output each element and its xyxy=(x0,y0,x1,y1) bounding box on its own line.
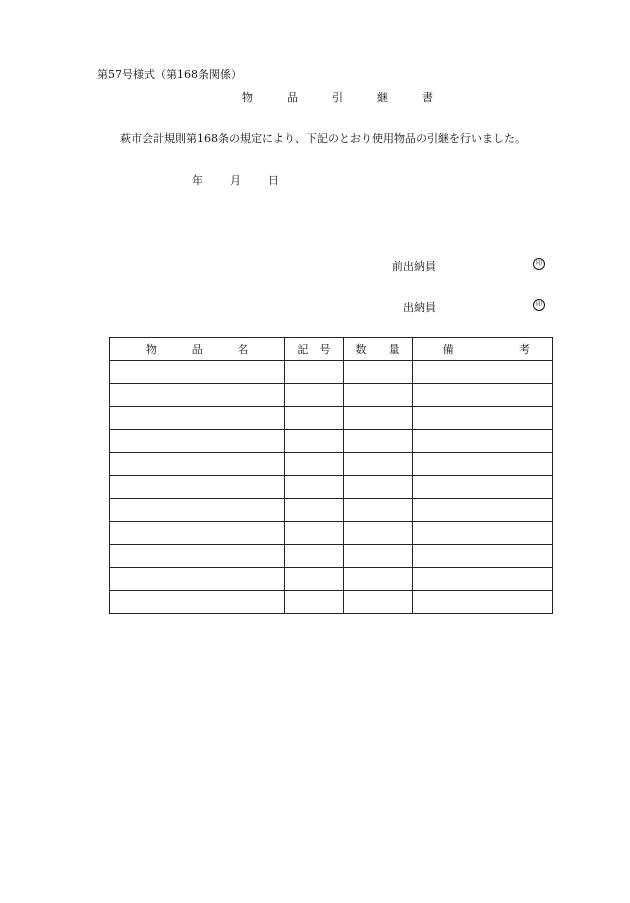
cell-quantity[interactable] xyxy=(343,545,412,568)
title-char: 物 xyxy=(242,91,253,104)
table-row xyxy=(110,453,553,476)
cell-quantity[interactable] xyxy=(343,522,412,545)
cell-name[interactable] xyxy=(110,568,285,591)
cell-note[interactable] xyxy=(412,430,552,453)
cell-note[interactable] xyxy=(412,499,552,522)
form-number: 第57号様式（第168条関係） xyxy=(97,68,242,81)
date-line xyxy=(192,172,279,188)
table-row xyxy=(110,430,553,453)
header-item-name xyxy=(110,338,285,361)
goods-table xyxy=(109,337,553,614)
date-day: 日 xyxy=(268,174,279,187)
table-header-row xyxy=(110,338,553,361)
cell-name[interactable] xyxy=(110,453,285,476)
cell-symbol[interactable] xyxy=(285,591,343,614)
cell-note[interactable] xyxy=(412,384,552,407)
previous-treasurer-label: 前出納員 xyxy=(392,260,436,273)
cell-note[interactable] xyxy=(412,407,552,430)
header-note xyxy=(412,338,552,361)
header-char: 量 xyxy=(388,343,400,356)
cell-quantity[interactable] xyxy=(343,476,412,499)
cell-quantity[interactable] xyxy=(343,430,412,453)
table-row xyxy=(110,407,553,430)
cell-quantity[interactable] xyxy=(343,591,412,614)
cell-name[interactable] xyxy=(110,591,285,614)
current-treasurer-label: 出納員 xyxy=(403,301,436,314)
cell-symbol[interactable] xyxy=(285,545,343,568)
cell-symbol[interactable] xyxy=(285,499,343,522)
cell-note[interactable] xyxy=(412,453,552,476)
cell-quantity[interactable] xyxy=(343,499,412,522)
cell-symbol[interactable] xyxy=(285,522,343,545)
title-char: 書 xyxy=(422,91,433,104)
table-row xyxy=(110,476,553,499)
header-char: 考 xyxy=(519,343,530,356)
cell-note[interactable] xyxy=(412,361,552,384)
header-char: 品 xyxy=(191,343,203,356)
statement-text: 萩市会計規則第168条の規定により、下記のとおり使用物品の引継を行いました。 xyxy=(120,132,526,145)
seal-icon: 印 xyxy=(533,258,545,270)
cell-name[interactable] xyxy=(110,407,285,430)
cell-note[interactable] xyxy=(412,476,552,499)
cell-quantity[interactable] xyxy=(343,568,412,591)
title-char: 品 xyxy=(287,91,298,104)
cell-name[interactable] xyxy=(110,499,285,522)
cell-symbol[interactable] xyxy=(285,568,343,591)
cell-name[interactable] xyxy=(110,476,285,499)
table-row xyxy=(110,499,553,522)
seal-icon: 印 xyxy=(533,299,545,311)
cell-symbol[interactable] xyxy=(285,430,343,453)
table-row xyxy=(110,591,553,614)
table-row xyxy=(110,545,553,568)
cell-note[interactable] xyxy=(412,568,552,591)
table-row xyxy=(110,522,553,545)
cell-symbol[interactable] xyxy=(285,407,343,430)
table-row xyxy=(110,361,553,384)
date-year: 年 xyxy=(192,174,203,187)
cell-note[interactable] xyxy=(412,591,552,614)
cell-symbol[interactable] xyxy=(285,361,343,384)
header-char: 数 xyxy=(355,343,367,356)
cell-symbol[interactable] xyxy=(285,384,343,407)
cell-name[interactable] xyxy=(110,361,285,384)
table-row xyxy=(110,568,553,591)
cell-note[interactable] xyxy=(412,545,552,568)
header-char: 備 xyxy=(442,343,454,356)
cell-quantity[interactable] xyxy=(343,407,412,430)
header-char: 物 xyxy=(146,343,157,356)
date-month: 月 xyxy=(230,174,241,187)
header-char: 号 xyxy=(319,343,331,356)
cell-quantity[interactable] xyxy=(343,384,412,407)
document-title xyxy=(242,89,433,105)
cell-name[interactable] xyxy=(110,384,285,407)
header-char: 名 xyxy=(237,343,249,356)
cell-name[interactable] xyxy=(110,430,285,453)
title-char: 引 xyxy=(332,91,343,104)
cell-note[interactable] xyxy=(412,522,552,545)
cell-quantity[interactable] xyxy=(343,361,412,384)
table-row xyxy=(110,384,553,407)
header-symbol xyxy=(285,338,343,361)
title-char: 継 xyxy=(377,91,388,104)
cell-name[interactable] xyxy=(110,545,285,568)
cell-symbol[interactable] xyxy=(285,453,343,476)
cell-symbol[interactable] xyxy=(285,476,343,499)
cell-quantity[interactable] xyxy=(343,453,412,476)
header-quantity xyxy=(343,338,412,361)
header-char: 記 xyxy=(297,343,309,356)
cell-name[interactable] xyxy=(110,522,285,545)
